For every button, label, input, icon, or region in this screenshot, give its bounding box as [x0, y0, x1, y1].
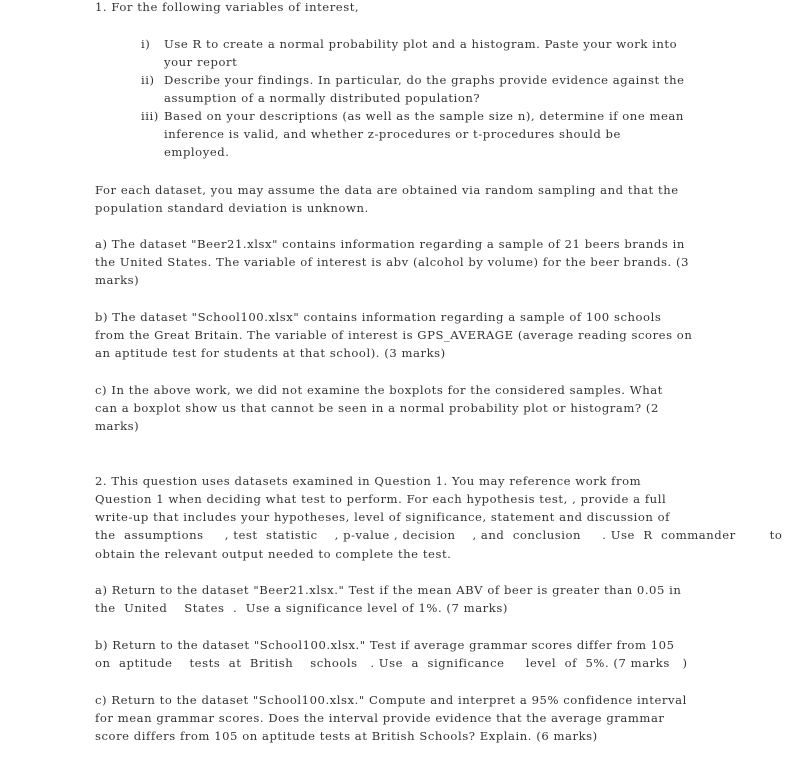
- item-iii-line-3: employed.: [164, 145, 230, 159]
- q2-intro-line-2: Question 1 when deciding what test to perform. For each hypothesis test, , provide a full: [95, 492, 667, 506]
- item-ii-line-1: Describe your findings. In particular, do the graphs provide evidence against the: [164, 73, 685, 87]
- dataset-note-line-1: For each dataset, you may assume the data are obtained via random sampling and that the: [95, 183, 679, 197]
- q2-part-b-line-1: b) Return to the dataset "School100.xlsx." Test if average grammar scores differ from 105: [95, 638, 675, 652]
- q1-part-b-line-1: b) The dataset "School100.xlsx" contains information regarding a sample of 100 schools: [95, 310, 662, 324]
- q1-part-c-line-2: can a boxplot show us that cannot be seen in a normal probability plot or histogram? (2: [95, 401, 659, 415]
- item-i-line-1: Use R to create a normal probability plot and a histogram. Paste your work into: [164, 37, 678, 51]
- item-number-i: i): [141, 37, 151, 51]
- q1-part-b-line-2: from the Great Britain. The variable of interest is GPS_AVERAGE (average reading scores on: [95, 328, 693, 342]
- item-number-iii: iii): [141, 109, 159, 123]
- item-iii-line-1: Based on your descriptions (as well as the sample size n), determine if one mean: [164, 109, 684, 123]
- q1-part-a-line-1: a) The dataset "Beer21.xlsx" contains information regarding a sample of 21 beers brands in: [95, 237, 685, 251]
- q2-part-a-line-1: a) Return to the dataset "Beer21.xlsx." Test if the mean ABV of beer is greater than 0.05 in: [95, 583, 682, 597]
- item-number-ii: ii): [141, 73, 155, 87]
- q1-part-c-line-1: c) In the above work, we did not examine the boxplots for the considered samples. What: [95, 383, 663, 397]
- q2-part-c-line-2: for mean grammar scores. Does the interval provide evidence that the average grammar: [95, 711, 665, 725]
- q2-part-a-line-2: the United States . Use a significance level of 1%. (7 marks): [95, 601, 508, 615]
- question-1-intro: 1. For the following variables of interest,: [95, 0, 360, 14]
- q1-part-a-line-2: the United States. The variable of interest is abv (alcohol by volume) for the beer brands. (3: [95, 255, 690, 269]
- q1-part-c-line-3: marks): [95, 419, 140, 433]
- dataset-note-line-2: population standard deviation is unknown.: [95, 201, 369, 215]
- q1-part-b-line-3: an aptitude test for students at that school). (3 marks): [95, 346, 446, 360]
- q2-part-c-line-3: score differs from 105 on aptitude tests at British Schools? Explain. (6 marks): [95, 729, 598, 743]
- q2-intro-line-1: 2. This question uses datasets examined in Question 1. You may reference work from: [95, 474, 642, 488]
- item-iii-line-2: inference is valid, and whether z-procedures or t-procedures should be: [164, 127, 621, 141]
- item-i-line-2: your report: [164, 55, 238, 69]
- q2-intro-line-5: obtain the relevant output needed to complete the test.: [95, 547, 452, 561]
- q2-part-b-line-2: on aptitude tests at British schools . Use a significance level of 5%. (7 marks ): [95, 656, 688, 670]
- item-ii-line-2: assumption of a normally distributed population?: [164, 91, 481, 105]
- q1-part-a-line-3: marks): [95, 273, 140, 287]
- q2-intro-line-4: the assumptions , test statistic , p-value , decision , and conclusion . Use R commander to: [95, 528, 783, 542]
- q2-intro-line-3: write-up that includes your hypotheses, level of significance, statement and discussion of: [95, 510, 671, 524]
- q2-part-c-line-1: c) Return to the dataset "School100.xlsx." Compute and interpret a 95% confidence interval: [95, 693, 687, 707]
